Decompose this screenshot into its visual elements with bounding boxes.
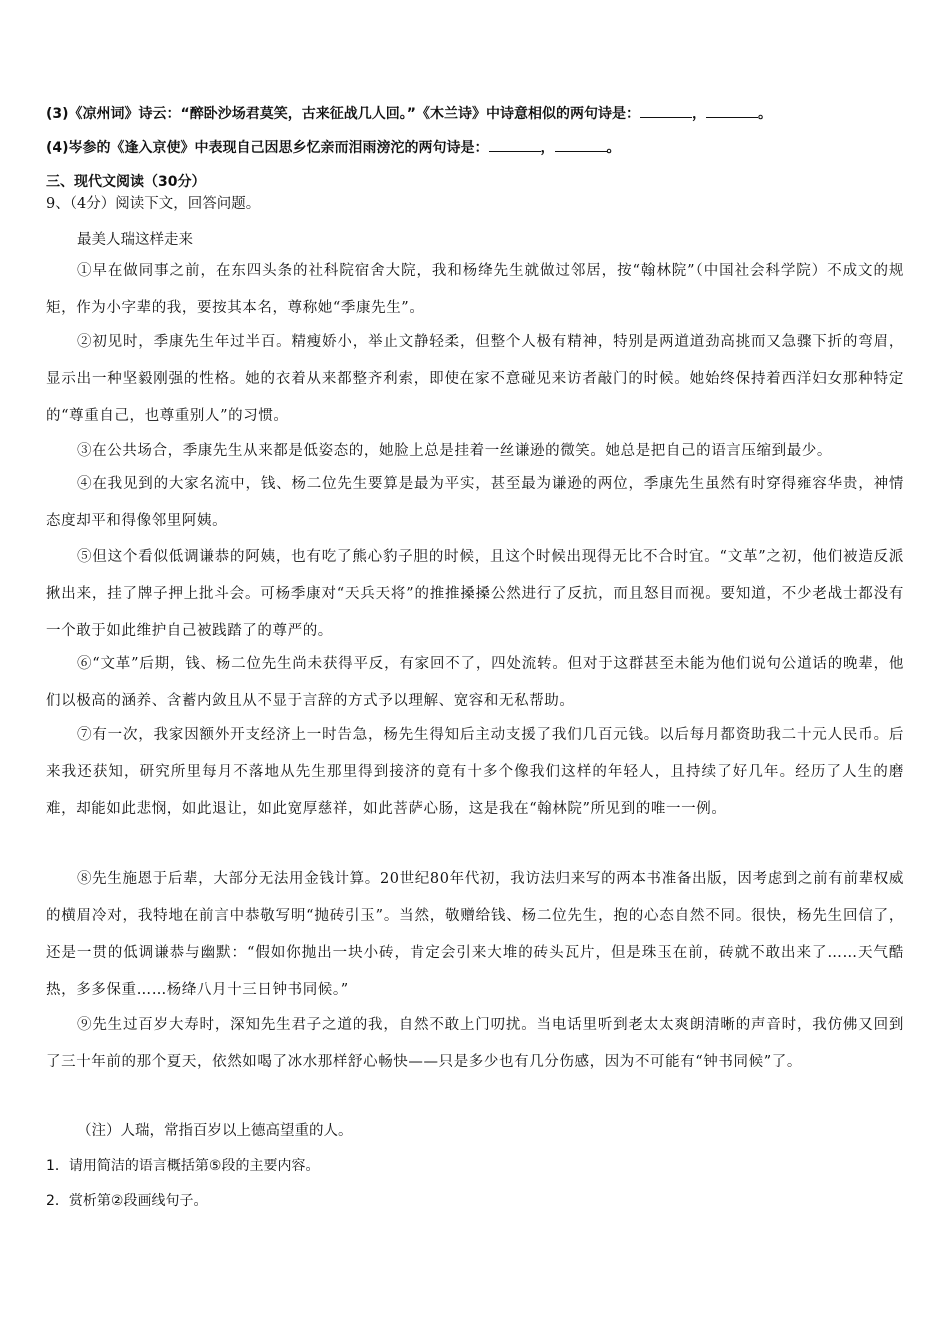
answer-blank[interactable] xyxy=(555,137,607,152)
question-3-comma: ， xyxy=(691,106,706,122)
question-4-comma: ， xyxy=(540,140,555,156)
sub-question-1: 1．请用简洁的语言概括第⑤段的主要内容。 xyxy=(46,1158,320,1174)
paragraph-8: ⑧先生施恩于后辈，大部分无法用金钱计算。20世纪80年代初，我访法归来写的两本书准备出版，因考虑到之前有前辈权威的横眉冷对，我特地在前言中恭敬写明“抛砖引玉”。当然，敬赠给钱、杨二位先生，抱的心态自然不同。很快，杨先生回信了，还是一贯的低调谦恭与幽默：“假如你抛出一块小砖，肯定会引来大堆的砖头瓦片，但是珠玉在前，砖就不敢出来了……天气酷热，多多保重……杨绛八月十三日钟书同候。” xyxy=(46,871,904,998)
question-3-text: (3)《凉州词》诗云：“醉卧沙场君莫笑，古来征战几人回。”《木兰诗》中诗意相似的两句诗是： xyxy=(46,106,640,122)
question-4-end: 。 xyxy=(606,140,621,156)
paragraph-6: ⑥“文革”后期，钱、杨二位先生尚未获得平反，有家回不了，四处流转。但对于这群甚至未能为他们说句公道话的晚辈，他们以极高的涵养、含蓄内敛且从不显于言辞的方式予以理解、宽容和无私帮助。 xyxy=(46,656,904,709)
answer-blank[interactable] xyxy=(489,137,541,152)
paragraph-9: ⑨先生过百岁大寿时，深知先生君子之道的我，自然不敢上门叨扰。当电话里听到老太太爽朗清晰的声音时，我仿佛又回到了三十年前的那个夏天，依然如喝了冰水那样舒心畅快——只是多少也有几分伤感，因为不可能有“钟书同候”了。 xyxy=(46,1017,904,1070)
question-4 xyxy=(46,137,621,158)
paragraph-2: ②初见时，季康先生年过半百。精瘦娇小，举止文静轻柔，但整个人极有精神，特别是两道道劲高挑而又急骤下折的弯眉，显示出一种坚毅刚强的性格。她的衣着从来都整齐利索，即使在家不意碰见来访者敲门的时候。她始终保持着西洋妇女那种特定的“尊重自己，也尊重别人”的习惯。 xyxy=(46,334,904,424)
paragraph-5: ⑤但这个看似低调谦恭的阿姨，也有吃了熊心豹子胆的时候，且这个时候出现得无比不合时宜。“文革”之初，他们被造反派揪出来，挂了牌子押上批斗会。可杨季康对“天兵天将”的推推搡搡公然进行了反抗，而且怒目而视。要知道，不少老战士都没有一个敢于如此维护自己被践踏了的尊严的。 xyxy=(46,549,904,639)
sub-question-2: 2．赏析第②段画线句子。 xyxy=(46,1193,208,1209)
paragraph-3: ③在公共场合，季康先生从来都是低姿态的，她脸上总是挂着一丝谦逊的微笑。她总是把自己的语言压缩到最少。 xyxy=(77,443,832,459)
section-heading: 三、现代文阅读（30分） xyxy=(46,174,206,190)
answer-blank[interactable] xyxy=(706,103,758,118)
article-title: 最美人瑞这样走来 xyxy=(77,232,193,248)
footnote: （注）人瑞，常指百岁以上德高望重的人。 xyxy=(77,1123,353,1139)
question-4-text: (4)岑参的《逢入京使》中表现自己因思乡忆亲而泪雨滂沱的两句诗是： xyxy=(46,140,489,156)
question-3-end: 。 xyxy=(757,106,772,122)
paragraph-7: ⑦有一次，我家因额外开支经济上一时告急，杨先生得知后主动支援了我们几百元钱。以后每月都资助我二十元人民币。后来我还获知，研究所里每月不落地从先生那里得到接济的竟有十多个像我们这样的年轻人，且持续了好几年。经历了人生的磨难，却能如此悲悯，如此退让，如此宽厚慈祥，如此菩萨心肠，这是我在“翰林院”所见到的唯一一例。 xyxy=(46,727,904,817)
answer-blank[interactable] xyxy=(640,103,692,118)
question-9-prompt: 9、（4分）阅读下文，回答问题。 xyxy=(46,196,261,212)
question-3 xyxy=(46,103,772,124)
paragraph-4: ④在我见到的大家名流中，钱、杨二位先生要算是最为平实，甚至最为谦逊的两位，季康先生虽然有时穿得雍容华贵，神情态度却平和得像邻里阿姨。 xyxy=(46,476,904,529)
paragraph-1: ①早在做同事之前，在东四头条的社科院宿舍大院，我和杨绛先生就做过邻居，按“翰林院”（中国社会科学院）不成文的规矩，作为小字辈的我，要按其本名，尊称她“季康先生”。 xyxy=(46,263,904,316)
